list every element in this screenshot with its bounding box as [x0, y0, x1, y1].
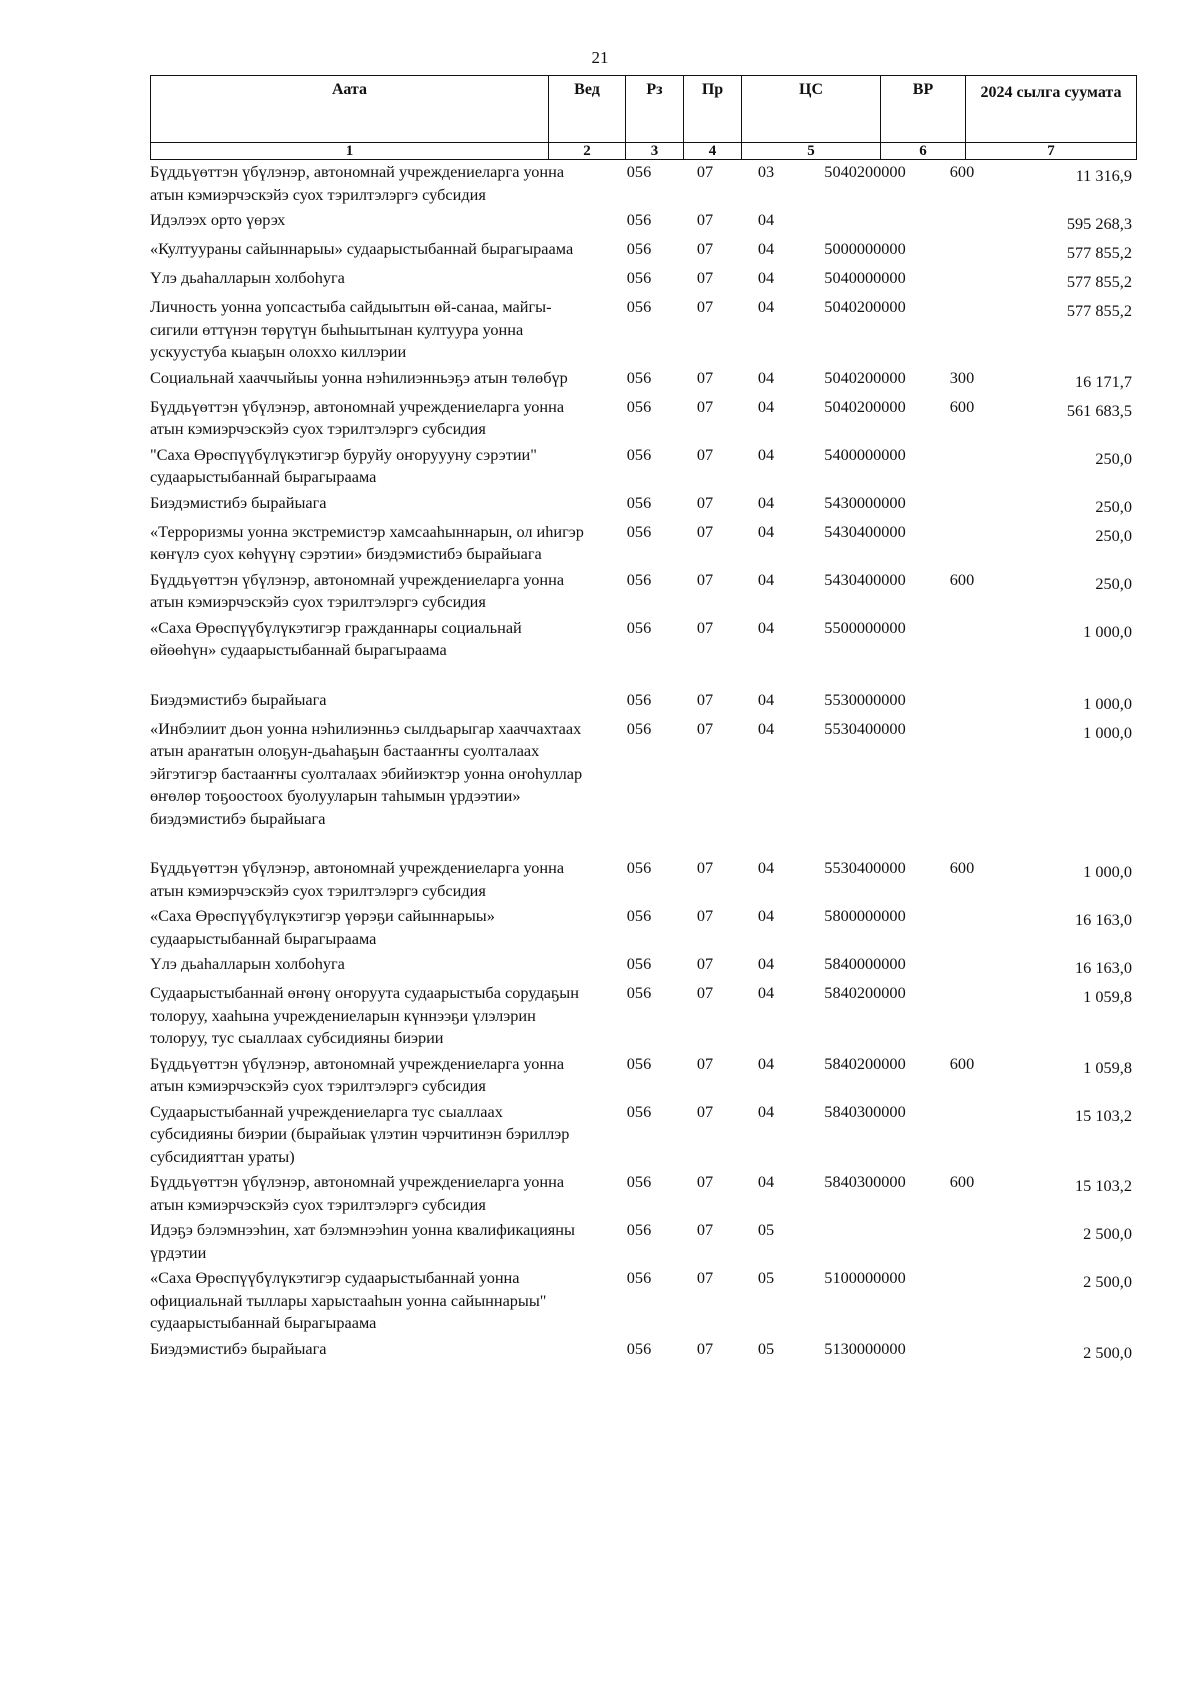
column-header-aata: Аата [151, 76, 549, 143]
table-row [150, 492, 1140, 521]
row-name: Үлэ дьаһалларын холбоһуга [150, 268, 345, 287]
table-row [150, 521, 1140, 569]
row-cs: 5040200000 [824, 367, 906, 387]
row-rz: 07 [696, 1172, 714, 1191]
row-rz: 07 [696, 521, 714, 541]
row-sum: 2 500,0 [1083, 1342, 1132, 1362]
row-ved: 056 [626, 210, 652, 229]
row-vr: 600 [949, 858, 975, 877]
row-cs: 5130000000 [824, 1338, 906, 1358]
row-pr: 04 [757, 1172, 775, 1191]
row-ved: 056 [626, 162, 652, 181]
row-ved: 056 [626, 1172, 652, 1191]
row-pr: 04 [757, 492, 775, 512]
row-rz: 07 [696, 492, 714, 512]
row-cs: 5840300000 [824, 1172, 906, 1191]
table-row [150, 1338, 1140, 1367]
row-pr: 04 [757, 210, 775, 229]
row-cs: 5840000000 [824, 954, 906, 973]
row-name: Социальнай хааччыйыы уонна нэһилиэнньэҕэ атын төлөбүр [150, 367, 568, 387]
row-cs: 5430400000 [824, 569, 906, 589]
row-rz: 07 [696, 1220, 714, 1239]
row-pr: 04 [757, 444, 775, 464]
column-header-rz: Рз [626, 76, 684, 143]
table-row [150, 267, 1140, 296]
row-name: Бүддьүөттэн үбүлэнэр, автономнай учреждениеларга уонна атын кэмиэрчэскэйэ суох тэрилтэлэргэ субсидия [150, 396, 565, 438]
row-cs: 5430000000 [824, 492, 906, 512]
row-cs: 5400000000 [824, 444, 906, 464]
row-sum: 16 163,0 [1075, 910, 1132, 929]
row-cs: 5040200000 [824, 297, 906, 316]
row-name: «Саха Өрөспүүбүлүкэтигэр гражданнары социальнай өйөөһүн» судаарыстыбаннай бырагыраама [150, 617, 522, 659]
column-header-ved: Вед [549, 76, 626, 143]
row-ved: 056 [626, 617, 652, 637]
row-pr: 04 [757, 689, 775, 709]
row-rz: 07 [696, 858, 714, 877]
table-row [150, 857, 1140, 905]
row-rz: 07 [696, 617, 714, 637]
row-pr: 05 [757, 1268, 775, 1287]
row-vr: 600 [949, 396, 975, 416]
row-cs: 5840200000 [824, 983, 906, 1002]
row-name: "Саха Өрөспүүбүлүкэтигэр буруйу оҥоруууну сэрэтии" судаарыстыбаннай бырагыраама [150, 444, 537, 486]
row-pr: 04 [757, 983, 775, 1002]
row-name: «Инбэлиит дьон уонна нэһилиэнньэ сылдьарыгар хааччахтаах атын араҥатын олоҕун-дьаһаҕын бастааҥҥы суолталаах эйгэтигэр бастааҥҥы суолталаах эбийиэктэр уонна оҥоһуллар өҥөлөр тоҕоостоох буолууларын таһымын үрдээтии» биэдэмистибэ бырайыага [150, 718, 583, 828]
row-name: Бүддьүөттэн үбүлэнэр, автономнай учреждениеларга уонна атын кэмиэрчэскэйэ суох тэрилтэлэргэ субсидия [150, 569, 565, 611]
table-row [150, 982, 1140, 1053]
row-ved: 056 [626, 858, 652, 877]
row-cs: 5100000000 [824, 1268, 906, 1287]
row-ved: 056 [626, 1338, 652, 1358]
row-pr: 04 [757, 718, 775, 738]
column-header-vr: ВР [881, 76, 966, 143]
row-sum: 577 855,2 [1066, 272, 1132, 291]
row-ved: 056 [626, 239, 652, 258]
row-name: Бүддьүөттэн үбүлэнэр, автономнай учреждениеларга уонна атын кэмиэрчэскэйэ суох тэрилтэлэргэ субсидия [150, 858, 565, 900]
column-header-pr: Пр [684, 76, 742, 143]
column-number: 6 [881, 143, 966, 160]
column-number: 7 [966, 143, 1137, 160]
row-rz: 07 [696, 268, 714, 287]
row-cs: 5530000000 [824, 689, 906, 709]
row-pr: 04 [757, 1101, 775, 1121]
row-vr: 600 [949, 1053, 975, 1073]
table-row [150, 953, 1140, 982]
row-sum: 16 171,7 [1075, 371, 1132, 391]
row-sum: 1 000,0 [1083, 862, 1132, 881]
row-sum: 250,0 [1095, 496, 1132, 516]
row-sum: 1 059,8 [1083, 987, 1132, 1006]
table-row [150, 1267, 1140, 1338]
row-ved: 056 [626, 983, 652, 1002]
row-ved: 056 [626, 1268, 652, 1287]
row-ved: 056 [626, 367, 652, 387]
column-number: 2 [549, 143, 626, 160]
row-ved: 056 [626, 396, 652, 416]
row-cs: 5800000000 [824, 906, 906, 925]
row-ved: 056 [626, 689, 652, 709]
row-name: «Култуураны сайыннарыы» судаарыстыбаннай бырагыраама [150, 239, 574, 258]
row-pr: 04 [757, 268, 775, 287]
table-row [150, 569, 1140, 617]
row-sum: 250,0 [1095, 525, 1132, 545]
row-name: Судаарыстыбаннай өҥөнү оҥоруута судаарыстыба сорудаҕын толоруу, хааһына учреждениеларын күннээҕи үлэлэрин толоруу, тус сыаллаах субсидияны биэрии [150, 983, 579, 1047]
row-ved: 056 [626, 954, 652, 973]
row-pr: 04 [757, 906, 775, 925]
row-sum: 15 103,2 [1075, 1105, 1132, 1125]
row-pr: 05 [757, 1338, 775, 1358]
row-rz: 07 [696, 906, 714, 925]
row-pr: 04 [757, 954, 775, 973]
table-row [150, 238, 1140, 267]
row-rz: 07 [696, 1268, 714, 1287]
row-rz: 07 [696, 569, 714, 589]
row-vr: 600 [949, 1172, 975, 1191]
table-row [150, 905, 1140, 953]
row-rz: 07 [696, 367, 714, 387]
row-rz: 07 [696, 162, 714, 181]
row-cs: 5040200000 [824, 162, 906, 181]
column-number: 5 [742, 143, 881, 160]
row-ved: 056 [626, 492, 652, 512]
row-cs: 5040200000 [824, 396, 906, 416]
row-name: Биэдэмистибэ бырайыага [150, 1338, 327, 1358]
row-sum: 2 500,0 [1083, 1272, 1132, 1291]
row-name: Биэдэмистибэ бырайыага [150, 689, 327, 709]
row-sum: 11 316,9 [1075, 166, 1132, 185]
table-row [150, 209, 1140, 238]
row-pr: 04 [757, 367, 775, 387]
row-sum: 1 000,0 [1083, 621, 1132, 641]
row-name: Бүддьүөттэн үбүлэнэр, автономнай учреждениеларга уонна атын кэмиэрчэскэйэ суох тэрилтэлэргэ субсидия [150, 1172, 565, 1214]
table-row [150, 1101, 1140, 1172]
column-number: 4 [684, 143, 742, 160]
row-name: Бүддьүөттэн үбүлэнэр, автономнай учреждениеларга уонна атын кэмиэрчэскэйэ суох тэрилтэлэргэ субсидия [150, 1053, 565, 1095]
row-ved: 056 [626, 444, 652, 464]
row-ved: 056 [626, 1220, 652, 1239]
row-ved: 056 [626, 521, 652, 541]
column-number: 1 [151, 143, 549, 160]
table-row [150, 1219, 1140, 1267]
table-row [150, 1171, 1140, 1219]
row-cs: 5000000000 [824, 239, 906, 258]
row-ved: 056 [626, 569, 652, 589]
table-row [150, 617, 1140, 689]
row-rz: 07 [696, 297, 714, 316]
row-name: Биэдэмистибэ бырайыага [150, 492, 327, 512]
row-rz: 07 [696, 718, 714, 738]
table-header [150, 75, 1137, 160]
row-sum: 1 000,0 [1083, 722, 1132, 742]
row-rz: 07 [696, 1053, 714, 1073]
row-name: Личность уонна уопсастыба сайдыытын өй-санаа, майгы-сигили өттүнэн төрүтүн быһыытынан култуура уонна ускуустуба кыаҕын олоххо киллэрии [150, 297, 552, 361]
row-name: Судаарыстыбаннай учреждениеларга тус сыаллаах субсидияны биэрии (бырайыак үлэтин чэрчитинэн бэриллэр субсидияттан ураты) [150, 1101, 570, 1166]
row-cs: 5530400000 [824, 858, 906, 877]
row-pr: 04 [757, 297, 775, 316]
column-number: 3 [626, 143, 684, 160]
row-name: «Саха Өрөспүүбүлүкэтигэр үөрэҕи сайыннарыы» судаарыстыбаннай бырагыраама [150, 906, 495, 948]
column-header-sum: 2024 сылга суумата [966, 76, 1137, 143]
row-sum: 1 000,0 [1083, 693, 1132, 713]
row-cs: 5840300000 [824, 1101, 906, 1121]
row-cs: 5040000000 [824, 268, 906, 287]
row-pr: 04 [757, 396, 775, 416]
row-ved: 056 [626, 1101, 652, 1121]
column-header-cs: ЦС [742, 76, 881, 143]
table-body [150, 161, 1140, 1367]
row-sum: 15 103,2 [1075, 1176, 1132, 1195]
row-sum: 1 059,8 [1083, 1057, 1132, 1077]
row-sum: 250,0 [1095, 448, 1132, 468]
row-pr: 05 [757, 1220, 775, 1239]
row-cs: 5840200000 [824, 1053, 906, 1073]
row-ved: 056 [626, 297, 652, 316]
row-name: «Терроризмы уонна экстремистэр хамсааһыннарын, ол иһигэр көҥүлэ суох көһүүнү сэрэтии» биэдэмистибэ бырайыага [150, 521, 584, 563]
row-sum: 2 500,0 [1083, 1224, 1132, 1243]
row-vr: 600 [949, 569, 975, 589]
row-cs: 5530400000 [824, 718, 906, 738]
row-pr: 04 [757, 617, 775, 637]
row-name: «Саха Өрөспүүбүлүкэтигэр судаарыстыбаннай уонна официальнай тыллары харыстааһын уонна сайыннарыы" судаарыстыбаннай бырагыраама [150, 1268, 547, 1332]
row-pr: 04 [757, 239, 775, 258]
row-rz: 07 [696, 444, 714, 464]
row-ved: 056 [626, 268, 652, 287]
table-row [150, 396, 1140, 444]
row-rz: 07 [696, 239, 714, 258]
row-sum: 16 163,0 [1075, 958, 1132, 977]
row-pr: 04 [757, 1053, 775, 1073]
table-row [150, 296, 1140, 367]
row-rz: 07 [696, 210, 714, 229]
row-rz: 07 [696, 954, 714, 973]
row-name: Идэҕэ бэлэмнээһин, хат бэлэмнээһин уонна квалификацияны үрдэтии [150, 1220, 575, 1262]
table-row [150, 367, 1140, 396]
table-row [150, 444, 1140, 492]
row-sum: 577 855,2 [1066, 243, 1132, 262]
row-pr: 04 [757, 569, 775, 589]
row-pr: 03 [757, 162, 775, 181]
table-row [150, 161, 1140, 209]
row-sum: 577 855,2 [1066, 301, 1132, 320]
row-cs: 5500000000 [824, 617, 906, 637]
row-sum: 561 683,5 [1066, 400, 1132, 420]
row-name: Идэлээх орто үөрэх [150, 210, 286, 229]
row-pr: 04 [757, 521, 775, 541]
row-sum: 250,0 [1095, 573, 1132, 593]
table-row [150, 1053, 1140, 1101]
row-vr: 300 [949, 367, 975, 387]
row-vr: 600 [949, 162, 975, 181]
row-rz: 07 [696, 1338, 714, 1358]
row-pr: 04 [757, 858, 775, 877]
row-sum: 595 268,3 [1066, 214, 1132, 233]
row-cs: 5430400000 [824, 521, 906, 541]
row-rz: 07 [696, 1101, 714, 1121]
page-number: 21 [591, 48, 609, 67]
row-ved: 056 [626, 1053, 652, 1073]
row-name: Үлэ дьаһалларын холбоһуга [150, 954, 345, 973]
row-ved: 056 [626, 906, 652, 925]
row-rz: 07 [696, 983, 714, 1002]
table-row [150, 718, 1140, 858]
row-name: Бүддьүөттэн үбүлэнэр, автономнай учреждениеларга уонна атын кэмиэрчэскэйэ суох тэрилтэлэргэ субсидия [150, 162, 565, 204]
table-row [150, 689, 1140, 718]
row-rz: 07 [696, 689, 714, 709]
row-rz: 07 [696, 396, 714, 416]
row-ved: 056 [626, 718, 652, 738]
